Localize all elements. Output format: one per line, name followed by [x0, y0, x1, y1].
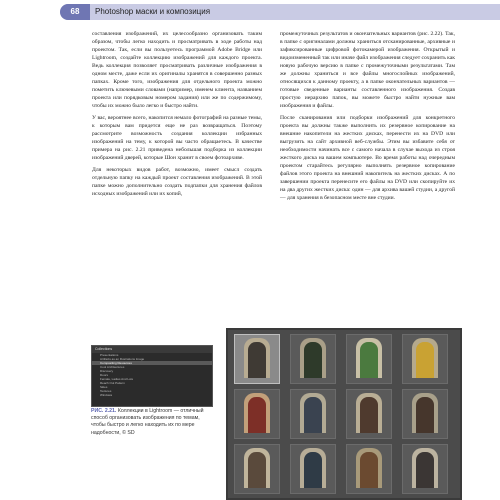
paragraph: У вас, вероятнее всего, накопится немало фотографий на разные темы, к которым вам придется еще не раз возвращаться. Поэтому рассмотрите возможность создания коллекции избранных изображений на тему, к которой вы часто обращаетесь. В качестве примера на рис. 2.21 приведена небольшая подборка из коллекции изображений дверей, которые Шон хранит в своем фотоархиве. — [92, 115, 262, 162]
paragraph: После сканирования или подборки изображений для конкретного проекта вы должны также выполнить их резервное копирование на внешние накопители на жестких дисках, перенести их на DVD или выгрузить на сайт архивной веб-службы. Этим вы избавите себя от необходимости начинать все с самого начала в случае выхода из строя жесткого диска на вашем компьютере. Во время работы над очередным проектом старайтесь регулярно выполнять резервное копирование файлов этого проекта на внешний накопитель на жестких дисках. А по завершении проекта перенесите его файлы на DVD или скопируйте их на два других жестких диска: один — для архива вашей студии, а другой — для хранения в безопасном месте вне студии. — [280, 115, 455, 202]
door-thumbnail[interactable] — [346, 444, 392, 494]
door-thumbnail[interactable] — [290, 334, 336, 384]
door-frame — [356, 448, 382, 488]
door-image — [248, 397, 266, 433]
collection-item[interactable]: Presentations — [100, 353, 119, 357]
door-thumbnail[interactable] — [402, 444, 448, 494]
collection-item[interactable]: Cool Architectures — [100, 365, 125, 369]
door-frame — [412, 448, 438, 488]
collection-item[interactable]: Skies — [100, 385, 108, 389]
door-thumbnail[interactable] — [402, 334, 448, 384]
door-frame — [356, 338, 382, 378]
caption-text: Коллекции в Lightroom — отличный способ организовать изображения по темам, чтобы быстро и легко находить их по мере надобности, © SD — [91, 408, 204, 436]
door-image — [416, 452, 434, 488]
door-image — [360, 397, 378, 433]
door-image — [304, 397, 322, 433]
collections-list — [92, 353, 212, 397]
left-column — [92, 30, 262, 202]
door-frame — [300, 393, 326, 433]
collection-item[interactable]: Doors — [100, 373, 109, 377]
door-image — [248, 342, 266, 378]
page-number: 68 — [60, 4, 90, 20]
paragraph: Для некоторых видов работ, возможно, имеет смысл создать отдельную папку на каждый проект составления изображений. В этой папке можно дополнительно создать подпапки для хранения файлов исходных изображений или их копий, — [92, 167, 262, 198]
collection-item[interactable]: Textures — [100, 389, 112, 393]
door-thumbnail[interactable] — [234, 334, 280, 384]
collection-item[interactable]: Artifacts as an Illustrations Image — [100, 357, 145, 361]
door-thumbnail[interactable] — [234, 389, 280, 439]
collections-header: Collections — [92, 346, 212, 353]
door-thumbnail[interactable] — [346, 389, 392, 439]
figure-caption — [91, 408, 211, 437]
door-thumbnail[interactable] — [290, 389, 336, 439]
door-image — [416, 397, 434, 433]
door-image — [248, 452, 266, 488]
figure-label: РИС. 2.21. — [91, 408, 117, 414]
door-thumbnail[interactable] — [290, 444, 336, 494]
door-frame — [244, 448, 270, 488]
door-thumbnail[interactable] — [402, 389, 448, 439]
door-frame — [300, 338, 326, 378]
door-frame — [300, 448, 326, 488]
paragraph: промежуточных результатов и окончательных вариантов (рис. 2.22). Так, в папке с оригиналами должны храниться отсканированные, архивные и зафиксированные цифровой фотокамерой изображения. Открытый и видоизмененный так или иначе файл изображения следует сохранить как новую рабочую версию в папке с промежуточными результатами. Там же должны храниться и все файлы многослойных изображений, относящихся к данному проекту, а в папке окончательных вариантов — готовые сведенные варианты составленного изображения. Создав простую иерархию папок, вы можете быстро найти нужные вам изображения и файлы. — [280, 31, 455, 110]
right-column — [280, 30, 455, 206]
collection-item[interactable]: Reach Out Pattern — [100, 381, 125, 385]
collection-item[interactable]: Windows — [100, 393, 113, 397]
door-image — [416, 342, 434, 378]
door-thumbnail[interactable] — [346, 334, 392, 384]
door-thumbnail-grid — [226, 328, 462, 500]
door-image — [360, 452, 378, 488]
door-image — [360, 342, 378, 378]
door-frame — [412, 338, 438, 378]
door-image — [304, 342, 322, 378]
paragraph: составления изображений, их целесообразно организовать таким образом, чтобы легко находить и просматривать в ходе работы над проектом. Так, если вы пользуетесь программой Adobe Bridge или Lightroom, создайте коллекцию изображений для каждого проекта. Ведь коллекция позволяет просматривать различные изображения в одном месте, даже если их оригиналы хранятся в совершенно разных папках. Кроме того, изображения для отдельного проекта можно пометить ключевыми словами (например, именем клиента, названием проекта или порядковым номером задания) или же по содержимому, чтобы их можно было легко и быстро найти. — [92, 31, 262, 110]
door-frame — [412, 393, 438, 433]
door-thumbnail[interactable] — [234, 444, 280, 494]
door-frame — [244, 393, 270, 433]
collection-item[interactable]: Compositing Resources — [92, 361, 212, 365]
door-frame — [356, 393, 382, 433]
lightroom-collections-panel — [91, 345, 213, 407]
chapter-title: Photoshop маски и композиция — [95, 7, 211, 16]
door-image — [304, 452, 322, 488]
collection-item[interactable]: Discovery — [100, 369, 114, 373]
collection-item[interactable]: Female, Ladies And Lots — [100, 377, 134, 381]
door-frame — [244, 338, 270, 378]
